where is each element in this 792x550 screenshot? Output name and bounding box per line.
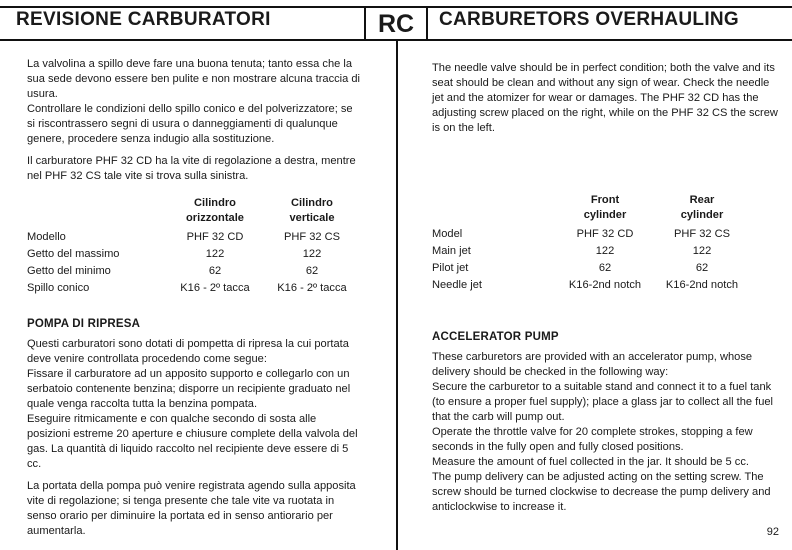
spec-value: K16-2nd notch	[568, 279, 642, 291]
english-pump-paragraph: These carburetors are provided with an accelerator pump, whose delivery should be checked in the following way:	[432, 351, 753, 378]
italian-pump-paragraph: Eseguire ritmicamente e con qualche secondo di sosta alle posizioni estreme 20 aperture e chiusure complete della valvola del gas. La quantità di liquido raccolto nel recipiente deve essere di 5 cc.	[27, 413, 358, 470]
italian-pump-paragraph: Fissare il carburatore ad un apposito supporto e collegarlo con un serbatoio contenente benzina; disporre un recipiente graduato nel quale venga raccolta tutta la benzina pompata.	[27, 368, 351, 410]
english-pump-paragraph: Operate the throttle valve for 20 complete strokes, stopping a few seconds in the fully open and fully closed positions.	[432, 426, 753, 453]
title-italian: REVISIONE CARBURATORI	[16, 9, 271, 30]
spec-value: 62	[208, 265, 222, 277]
italian-intro-paragraph: Controllare le condizioni dello spillo conico e del polverizzatore; se si riscontrassero segni di usura o danneggiamenti di qualunque genere, procedere senza indugio alla sostituzione.	[27, 103, 353, 145]
header-divider-right	[426, 6, 428, 41]
spec-value: 122	[302, 248, 322, 260]
spec-row-label: Pilot jet	[432, 262, 469, 274]
spec-value: K16 - 2º tacca	[180, 282, 250, 294]
spec-col-header-line: cylinder	[583, 209, 627, 221]
spec-value: PHF 32 CS	[673, 228, 731, 240]
spec-value: 122	[595, 245, 615, 257]
italian-pump-text	[27, 337, 361, 539]
spec-row-label: Model	[432, 228, 463, 240]
italian-intro	[27, 57, 361, 191]
spec-col-header	[560, 193, 650, 223]
spec-row-label: Modello	[27, 231, 66, 243]
spec-value: 62	[598, 262, 612, 274]
spec-col-header-line: verticale	[289, 212, 335, 224]
english-pump-paragraph: The pump delivery can be adjusted acting on the setting screw. The screw should be turned clockwise to decrease the pump delivery and anticlockwise to increase it.	[432, 471, 771, 513]
spec-col-header-line: Front	[590, 194, 620, 206]
spec-row-label: Spillo conico	[27, 282, 90, 294]
column-divider	[396, 41, 398, 550]
italian-intro-paragraph: La valvolina a spillo deve fare una buona tenuta; tanto essa che la sua sede devono essere ben pulite e non mostrare alcuna traccia di usura.	[27, 58, 361, 100]
italian-pump-paragraph: Questi carburatori sono dotati di pompetta di ripresa la cui portata deve venire controllata procedendo come segue:	[27, 338, 349, 365]
spec-row-label: Getto del massimo	[27, 248, 120, 260]
spec-col-header-line: cylinder	[680, 209, 724, 221]
english-intro-paragraph: The needle valve should be in perfect condition; both the valve and its seat should be clean and without any sign of wear. Check the needle jet and the atomizer for wear or damages. The PHF 32 CD has the adjusting screw placed on the right, while on the PHF 32 CS the screw is on the left.	[432, 62, 778, 134]
spec-value: 62	[305, 265, 319, 277]
italian-intro-paragraph: Il carburatore PHF 32 CD ha la vite di regolazione a destra, mentre nel PHF 32 CS tale vite si trova sulla sinistra.	[27, 155, 356, 182]
spec-col-header-line: Cilindro	[194, 197, 236, 209]
spec-value: 122	[692, 245, 712, 257]
spec-value: K16-2nd notch	[665, 279, 739, 291]
english-pump-heading: ACCELERATOR PUMP	[432, 331, 559, 343]
spec-value: PHF 32 CS	[283, 231, 341, 243]
spec-col-header	[657, 193, 747, 223]
english-pump-paragraph: Secure the carburetor to a suitable stand and connect it to a fuel tank (to ensure a proper fuel supply); place a glass jar to collect all the fuel that the carb will pump out.	[432, 381, 774, 423]
section-code: RC	[377, 10, 415, 38]
spec-col-header	[267, 196, 357, 226]
spec-value: PHF 32 CD	[576, 228, 634, 240]
english-pump-paragraph: Measure the amount of fuel collected in the jar. It should be 5 cc.	[432, 456, 749, 468]
spec-col-header	[170, 196, 260, 226]
spec-row-label: Getto del minimo	[27, 265, 111, 277]
spec-col-header-line: Cilindro	[291, 197, 333, 209]
italian-pump-heading: POMPA DI RIPRESA	[27, 318, 141, 330]
english-intro	[432, 61, 778, 143]
spec-col-header-line: Rear	[689, 194, 715, 206]
italian-pump-paragraph: La portata della pompa può venire registrata agendo sulla apposita vite di regolazione; si tenga presente che tale vite va ruotata in senso orario per diminuire la portata ed in senso antiorario per aumentarla.	[27, 480, 356, 537]
italian-spec-table	[27, 196, 361, 301]
header-bar	[0, 0, 792, 44]
page-number: 92	[766, 526, 779, 538]
spec-value: 122	[205, 248, 225, 260]
spec-row-label: Main jet	[432, 245, 471, 257]
spec-value: 62	[695, 262, 709, 274]
english-spec-table	[432, 193, 778, 298]
spec-value: K16 - 2º tacca	[277, 282, 347, 294]
spec-row-label: Needle jet	[432, 279, 482, 291]
spec-col-header-line: orizzontale	[186, 212, 244, 224]
title-english: CARBURETORS OVERHAULING	[439, 9, 740, 30]
english-pump-text	[432, 350, 778, 515]
spec-value: PHF 32 CD	[186, 231, 244, 243]
